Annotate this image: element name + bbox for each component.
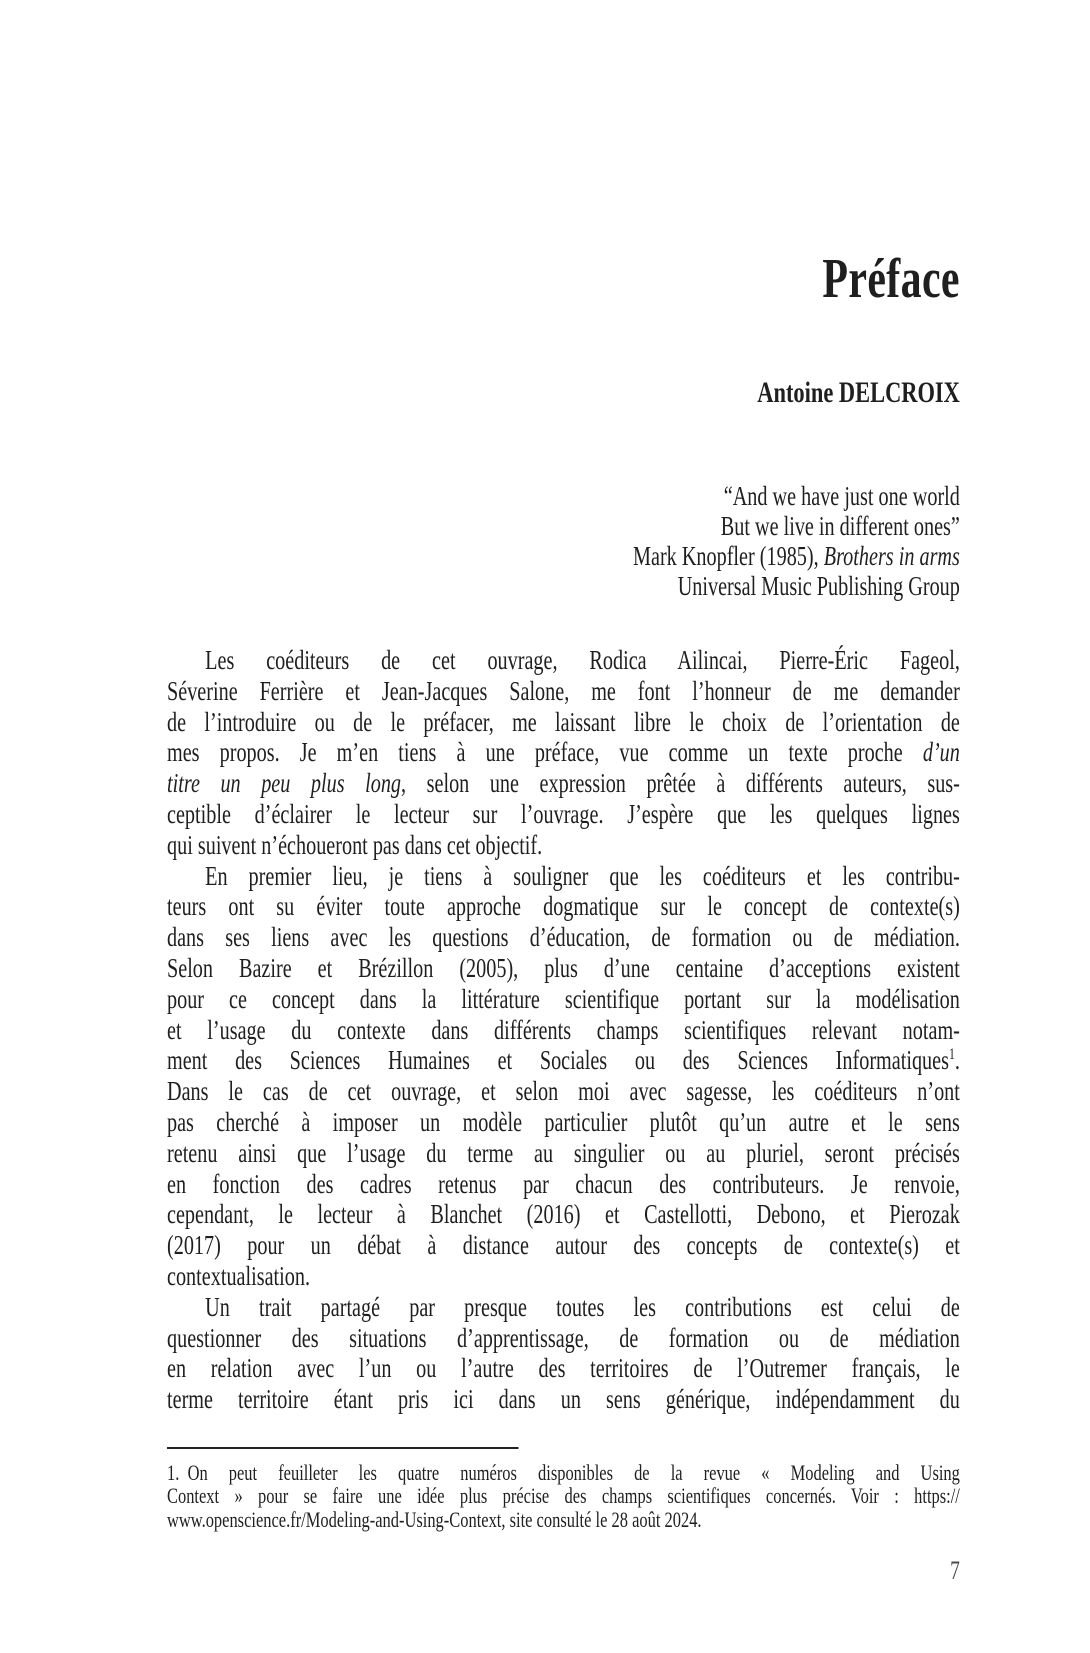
text-line: contextualisation. — [167, 1260, 311, 1291]
epigraph — [167, 481, 960, 601]
text-line: Un trait partagé par presque toutes les contributions est celui de — [205, 1291, 960, 1322]
text-line: www.openscience.fr/Modeling-and-Using-Context, site consulté le 28 août 2024. — [167, 1506, 702, 1532]
text-line: (2017) pour un débat à distance autour des concepts de contexte(s) et — [167, 1230, 960, 1261]
paragraph-3 — [167, 1292, 960, 1415]
text-line: Universal Music Publishing Group — [677, 571, 960, 601]
text-line: et l’usage du contexte dans différents champs scientifiques relevant notam- — [167, 1014, 960, 1045]
text-line: terme territoire étant pris ici dans un sens générique, indépendamment du — [167, 1384, 960, 1415]
text-line: En premier lieu, je tiens à souligner que les coéditeurs et les contribu- — [205, 860, 960, 891]
text-line: titre un peu plus long, selon une expression prêtée à différents auteurs, sus- — [167, 768, 960, 799]
footnote-separator — [167, 1447, 519, 1449]
footnote — [167, 1461, 960, 1532]
text-line: Les coéditeurs de cet ouvrage, Rodica Ailincai, Pierre-Éric Fageol, — [205, 645, 960, 675]
text-line: en relation avec l’un ou l’autre des territoires de l’Outremer français, le — [167, 1353, 960, 1384]
text-line: Context » pour se faire une idée plus précise des champs scientifiques concernés. Voir : https:// — [167, 1483, 960, 1509]
author-name: Antoine DELCROIX — [757, 376, 960, 409]
text-line: en fonction des cadres retenus par chacun des contributeurs. Je renvoie, — [167, 1168, 960, 1199]
paragraph-1 — [167, 645, 960, 861]
text-line: ceptible d’éclairer le lecteur sur l’ouvrage. J’espère que les quelques lignes — [167, 798, 960, 829]
text-line: dans ses liens avec les questions d’éducation, de formation ou de médiation. — [167, 922, 960, 953]
text-line: Séverine Ferrière et Jean-Jacques Salone, me font l’honneur de me demander — [167, 675, 960, 706]
text-line: qui suivent n’échoueront pas dans cet objectif. — [167, 829, 543, 860]
text-line: ment des Sciences Humaines et Sociales ou des Sciences Informatiques$^1$. — [167, 1045, 960, 1076]
page-title: Préface — [822, 248, 960, 310]
text-line: Mark Knopfler (1985), Brothers in arms — [633, 541, 960, 571]
text-line: 1. On peut feuilleter les quatre numéros disponibles de la revue « Modeling and Using — [167, 1459, 960, 1485]
body-text — [167, 645, 960, 1415]
text-line: pas cherché à imposer un modèle particulier plutôt qu’un autre et le sens — [167, 1106, 960, 1137]
paragraph-2 — [167, 861, 960, 1292]
text-line: de l’introduire ou de le préfacer, me laissant libre le choix de l’orientation de — [167, 706, 960, 737]
text-line: questionner des situations d’apprentissage, de formation ou de médiation — [167, 1322, 960, 1353]
text-line: pour ce concept dans la littérature scientifique portant sur la modélisation — [167, 983, 960, 1014]
text-line: mes propos. Je m’en tiens à une préface, vue comme un texte proche d’un — [167, 737, 960, 768]
content-column — [167, 0, 960, 1584]
text-line: “And we have just one world — [723, 481, 960, 511]
text-line: retenu ainsi que l’usage du terme au singulier ou au pluriel, seront précisés — [167, 1137, 960, 1168]
text-line: Dans le cas de cet ouvrage, et selon moi avec sagesse, les coéditeurs n’ont — [167, 1076, 960, 1107]
text-line: But we live in different ones” — [720, 511, 960, 541]
text-line: cependant, le lecteur à Blanchet (2016) et Castellotti, Debono, et Pierozak — [167, 1199, 960, 1230]
page-number: 7 — [950, 1556, 960, 1586]
text-line: teurs ont su éviter toute approche dogmatique sur le concept de contexte(s) — [167, 891, 960, 922]
text-line: Selon Bazire et Brézillon (2005), plus d’une centaine d’acceptions existent — [167, 952, 960, 983]
